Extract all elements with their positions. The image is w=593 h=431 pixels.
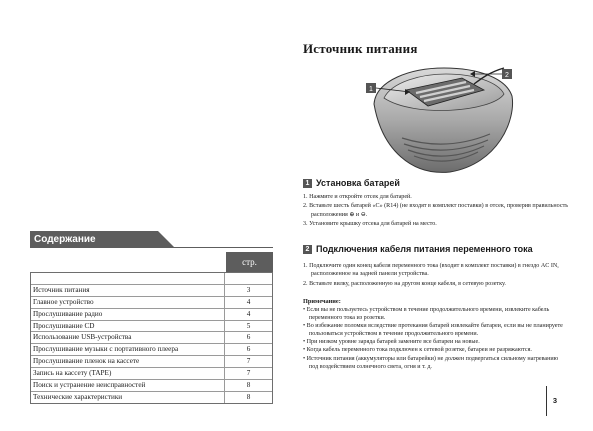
note-item: • Когда кабель переменного тока подключен к сетевой розетке, батареи не разряжаются. xyxy=(303,347,532,354)
toc-header xyxy=(30,231,273,248)
toc-row-title: Использование USB-устройства xyxy=(33,333,132,342)
toc-row-title: Прослушивание радио xyxy=(33,309,103,318)
toc-row[interactable] xyxy=(31,308,272,320)
toc-title: Содержание xyxy=(30,231,158,248)
step-item: 1. Нажмите и откройте отсек для батарей. xyxy=(303,194,412,200)
toc-row-title: Прослушивание музыки с портативного плеера xyxy=(33,345,179,354)
callout-1-label: 1 xyxy=(369,86,373,93)
section-heading: Установка батарей xyxy=(316,178,400,188)
toc-row-title: Источник питания xyxy=(33,285,90,294)
toc-row[interactable] xyxy=(31,296,272,308)
note-title: Примечание: xyxy=(303,298,341,305)
section-number-badge: 1 xyxy=(303,179,312,188)
toc-row[interactable] xyxy=(31,343,272,355)
toc-row[interactable] xyxy=(31,320,272,332)
step-item: 3. Установите крышку отсека для батарей на место. xyxy=(303,221,437,228)
toc-row[interactable] xyxy=(31,355,272,367)
toc-row[interactable] xyxy=(31,379,272,391)
toc-row-page: 6 xyxy=(224,344,272,355)
section-ac-cable-heading xyxy=(303,244,533,254)
note-item: • Источник питания (аккумуляторы или батарейки) не должен подвергаться сильному нагреванию под воздействием солнечного света, огня и т. д. xyxy=(303,355,559,370)
callout-2-label: 2 xyxy=(505,72,509,79)
note-list xyxy=(303,306,567,371)
toc-row-title: Прослушивание CD xyxy=(33,321,95,330)
toc-row-title: Главное устройство xyxy=(33,297,94,306)
toc-row[interactable] xyxy=(31,367,272,379)
toc-row-title: Прослушивание пленок на кассете xyxy=(33,357,140,366)
toc-row-page: 3 xyxy=(224,285,272,296)
page-title: Источник питания xyxy=(303,41,418,56)
toc-header-rule xyxy=(30,247,273,248)
toc-tab-corner xyxy=(158,231,175,248)
ac-cable-steps xyxy=(303,262,571,289)
toc-row-page: 8 xyxy=(224,380,272,391)
step-item: 2. Вставьте шесть батарей «C» (R14) (не входят в комплект поставки) в отсек, проверив правильность расположения ⊕ и ⊖. xyxy=(303,203,569,218)
section-heading: Подключения кабеля питания переменного тока xyxy=(316,244,533,254)
toc-row-page: 8 xyxy=(224,392,272,403)
toc-row-title: Поиск и устранение неисправностей xyxy=(33,381,146,390)
note-item: • Во избежание поломки вследствие протекания батарей извлекайте батареи, если вы не планируете пользоваться устройством в течение продолжительного времени. xyxy=(303,323,563,338)
battery-steps xyxy=(303,193,571,230)
step-item: 1. Подключите один конец кабеля переменного тока (входит в комплект поставки) в гнездо AC IN, расположенное на задней панели устройства. xyxy=(303,263,559,278)
toc-row-title: Запись на кассету (TAPE) xyxy=(33,369,112,378)
toc-row-page: 4 xyxy=(224,309,272,320)
toc-row[interactable] xyxy=(31,391,272,403)
device-illustration xyxy=(366,60,526,178)
toc-column-header xyxy=(30,252,273,272)
toc-row[interactable] xyxy=(31,284,272,296)
toc-blank-row xyxy=(31,272,272,284)
toc-row-page: 7 xyxy=(224,368,272,379)
toc-row-page: 4 xyxy=(224,297,272,308)
toc-row-page: 6 xyxy=(224,332,272,343)
toc-page-column-header: стр. xyxy=(226,252,273,272)
table-of-contents xyxy=(30,231,273,404)
section-number-badge: 2 xyxy=(303,245,312,254)
toc-row-page: 5 xyxy=(224,321,272,332)
toc-rows xyxy=(30,272,273,404)
page-number: 3 xyxy=(552,396,558,405)
note-item: • При низком уровне заряда батарей замените все батареи на новые. xyxy=(303,339,480,346)
note-item: • Если вы не пользуетесь устройством в течение продолжительного времени, извлеките кабель переменного тока из розетки. xyxy=(303,307,550,322)
toc-row-page: 7 xyxy=(224,356,272,367)
step-item: 2. Вставьте вилку, расположенную на другом конце кабеля, в сетевую розетку. xyxy=(303,280,506,287)
toc-row[interactable] xyxy=(31,331,272,343)
section-battery-heading xyxy=(303,178,400,188)
toc-row-title: Технические характеристики xyxy=(33,392,123,401)
toc-header-spacer xyxy=(30,252,226,272)
